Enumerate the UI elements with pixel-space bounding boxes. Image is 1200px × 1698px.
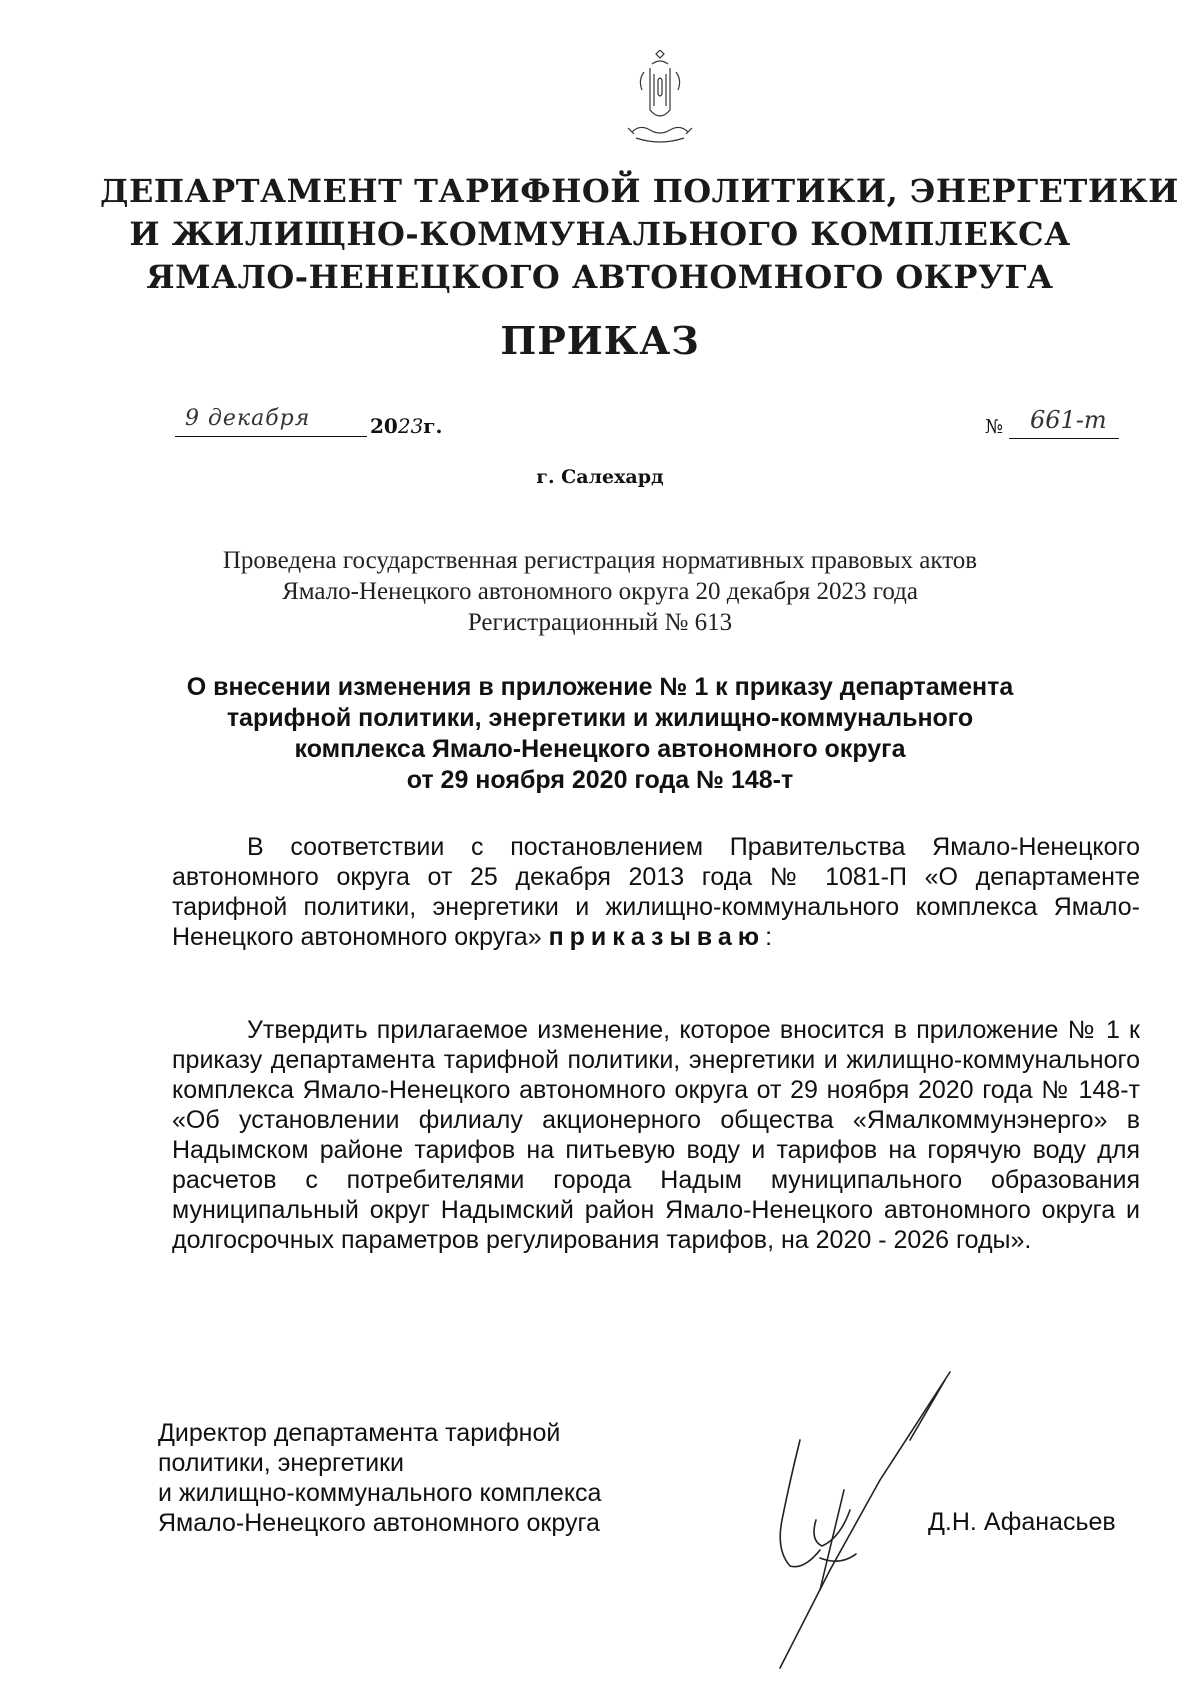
signer-position-line-1: Директор департамента тарифной bbox=[158, 1419, 561, 1447]
signer-position-line-2: политики, энергетики bbox=[158, 1449, 404, 1477]
handwritten-year: 23 bbox=[397, 414, 424, 438]
signer-position bbox=[158, 1418, 678, 1538]
document-type-title: ПРИКАЗ bbox=[500, 318, 700, 363]
registration-note bbox=[100, 545, 1100, 638]
handwritten-date: 9 декабря bbox=[185, 406, 311, 431]
registration-line-1: Проведена государственная регистрация нормативных правовых актов bbox=[222, 547, 978, 574]
paragraph-1-text: В соответствии с постановлением Правительства Ямало-Ненецкого автономного округа от 25 декабря 2013 года № 1081-П «О департаменте тарифной политики, энергетики и жилищно-коммунального комплекса Ямало-Ненецкого автономного округа» bbox=[172, 833, 1140, 951]
order-subject bbox=[120, 672, 1080, 796]
date-underline bbox=[175, 436, 367, 437]
city-name: г. Салехард bbox=[536, 466, 664, 488]
order-number bbox=[985, 406, 1120, 446]
order-year: 2023г. bbox=[370, 414, 443, 438]
coat-of-arms-icon bbox=[620, 50, 700, 150]
order-date bbox=[175, 406, 455, 444]
subject-line-4: от 29 ноября 2020 года № 148-т bbox=[406, 766, 794, 794]
number-label: № bbox=[985, 416, 1003, 438]
subject-line-3: комплекса Ямало-Ненецкого автономного округа bbox=[294, 735, 906, 763]
subject-line-2: тарифной политики, энергетики и жилищно-коммунального bbox=[226, 704, 974, 732]
department-line-1: ДЕПАРТАМЕНТ ТАРИФНОЙ ПОЛИТИКИ, ЭНЕРГЕТИКИ bbox=[100, 172, 1179, 210]
handwritten-number: 661-т bbox=[1030, 406, 1107, 434]
command-colon: : bbox=[765, 923, 773, 951]
department-heading bbox=[100, 170, 1179, 299]
signer-position-line-3: и жилищно-коммунального комплекса bbox=[158, 1479, 602, 1507]
department-line-3: ЯМАЛО-НЕНЕЦКОГО АВТОНОМНОГО ОКРУГА bbox=[146, 258, 1054, 296]
number-underline bbox=[1009, 438, 1119, 439]
registration-line-3: Регистрационный № 613 bbox=[467, 609, 733, 636]
signer-name: Д.Н. Афанасьев bbox=[928, 1508, 1116, 1536]
department-line-2: И ЖИЛИЩНО-КОММУНАЛЬНОГО КОМПЛЕКСА bbox=[129, 215, 1071, 253]
signer-position-line-4: Ямало-Ненецкого автономного округа bbox=[158, 1509, 600, 1537]
body-paragraph-2: Утвердить прилагаемое изменение, которое вносится в приложение № 1 к приказу департамента тарифной политики, энергетики и жилищно-коммунального комплекса Ямало-Ненецкого автономного округа от 29 ноября 2020 года № 148-т «Об установлении филиалу акционерного общества «Ямалкоммунэнерго» в Надымском районе тарифов на питьевую воду и тарифов на горячую воду для расчетов с потребителями города Надым муниципального образования муниципальный округ Надымский район Ямало-Ненецкого автономного округа и долгосрочных параметров регулирования тарифов, на 2020 - 2026 годы». bbox=[172, 1016, 1140, 1254]
order-command: приказываю bbox=[548, 923, 766, 951]
body-paragraph-1 bbox=[172, 832, 1140, 952]
subject-line-1: О внесении изменения в приложение № 1 к приказу департамента bbox=[186, 673, 1014, 701]
registration-line-2: Ямало-Ненецкого автономного округа 20 декабря 2023 года bbox=[282, 578, 918, 605]
